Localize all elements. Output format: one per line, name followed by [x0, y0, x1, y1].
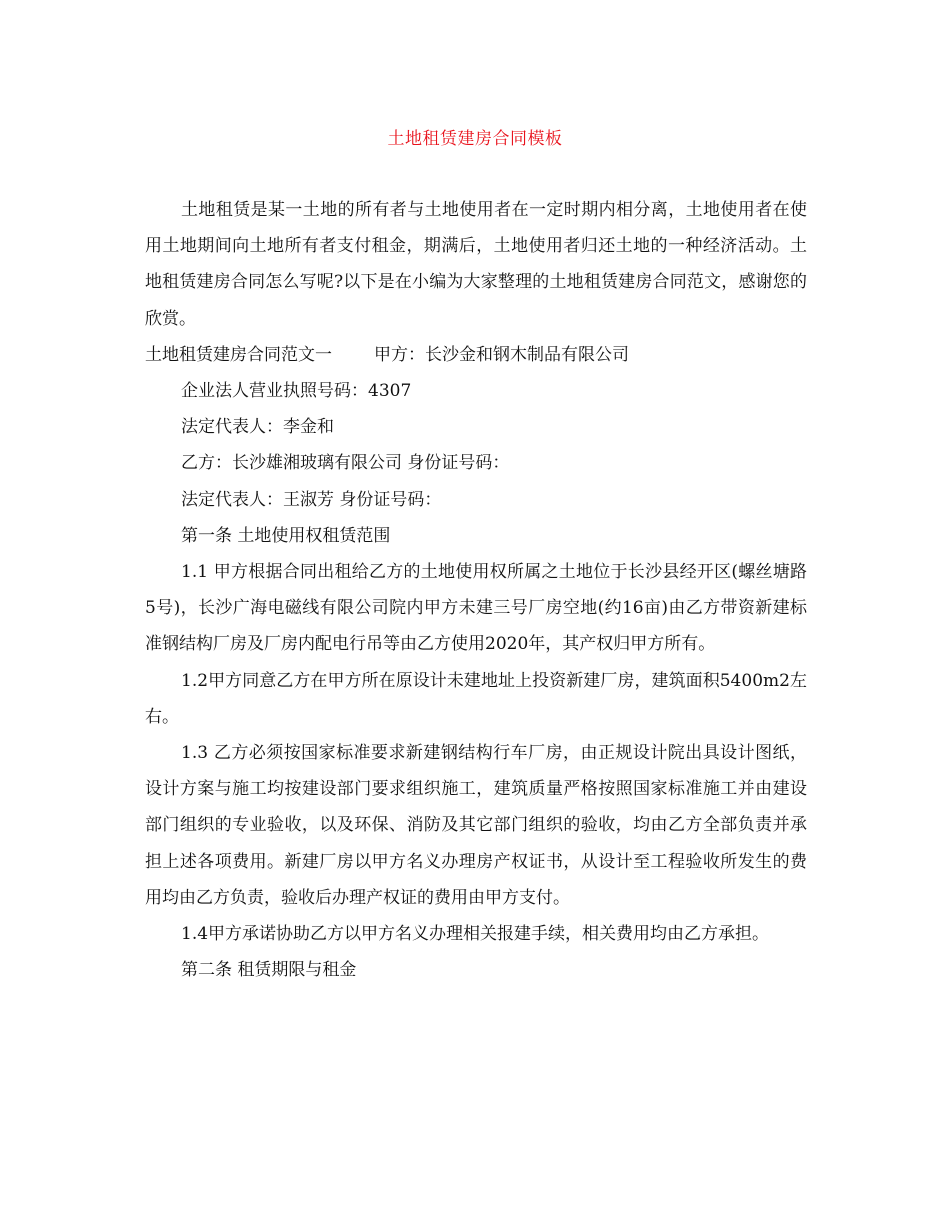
article-2-heading: 第二条 租赁期限与租金: [181, 960, 357, 981]
document-body: [145, 192, 807, 988]
document-title: 土地租赁建房合同模板: [387, 129, 563, 149]
sample-heading-line: [145, 337, 807, 373]
intro-paragraph: 土地租赁是某一土地的所有者与土地使用者在一定时期内相分离，土地使用者在使用土地期间向土地所有者支付租金，期满后，土地使用者归还土地的一种经济活动。土地租赁建房合同怎么写呢?以下是在小编为大家整理的土地租赁建房合同范文，感谢您的欣赏。: [145, 200, 807, 329]
article-1-heading: 第一条 土地使用权租赁范围: [181, 525, 391, 546]
representative-b: 法定代表人：王淑芳 身份证号码：: [181, 489, 442, 510]
party-a: 甲方：长沙金和钢木制品有限公司: [374, 344, 629, 365]
clause-1-4: 1.4甲方承诺协助乙方以甲方名义办理相关报建手续，相关费用均由乙方承担。: [181, 924, 770, 945]
license-number: 企业法人营业执照号码：4307: [181, 381, 412, 402]
party-b: 乙方：长沙雄湘玻璃有限公司 身份证号码：: [181, 453, 510, 474]
sample-heading: 土地租赁建房合同范文一: [145, 344, 332, 365]
clause-1-2: 1.2甲方同意乙方在甲方所在原设计未建地址上投资新建厂房，建筑面积5400m2左右。: [145, 670, 807, 727]
representative-a: 法定代表人：李金和: [181, 417, 334, 438]
clause-1-1: 1.1 甲方根据合同出租给乙方的土地使用权所属之土地位于长沙县经开区(螺丝塘路5号)，长沙广海电磁线有限公司院内甲方未建三号厂房空地(约16亩)由乙方带资新建标准钢结构厂房及厂房内配电行吊等由乙方使用2020年，其产权归甲方所有。: [145, 562, 807, 655]
clause-1-3: 1.3 乙方必须按国家标准要求新建钢结构行车厂房，由正规设计院出具设计图纸，设计方案与施工均按建设部门要求组织施工，建筑质量严格按照国家标准施工并由建设部门组织的专业验收，以及环保、消防及其它部门组织的验收，均由乙方全部负责并承担上述各项费用。新建厂房以甲方名义办理房产权证书，从设计至工程验收所发生的费用均由乙方负责，验收后办理产权证的费用由甲方支付。: [145, 743, 807, 908]
